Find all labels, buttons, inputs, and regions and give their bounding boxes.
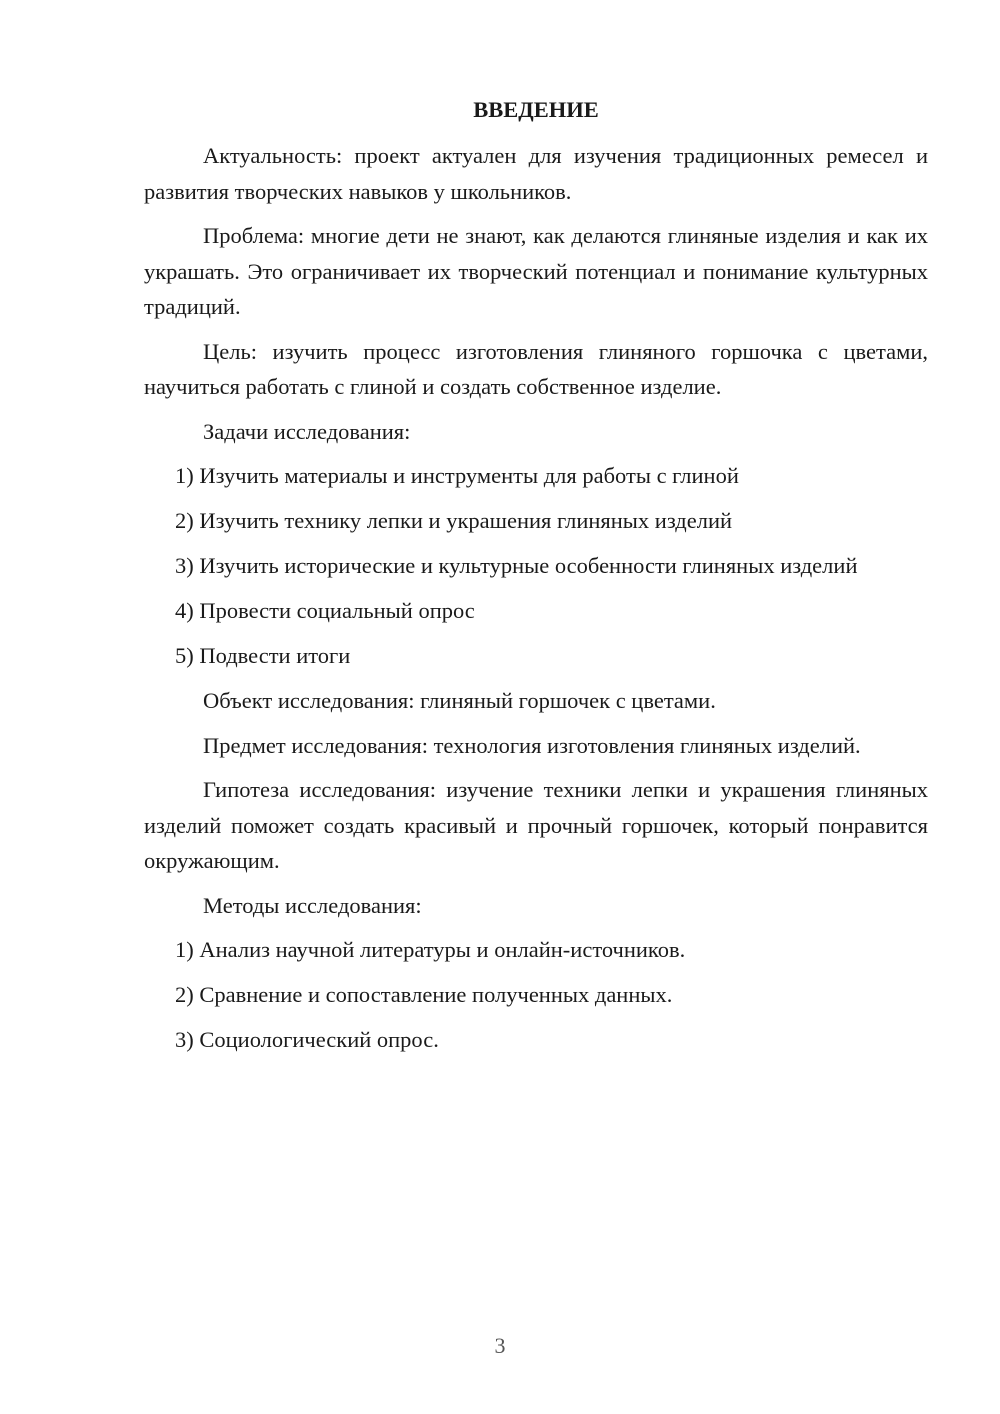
object-paragraph: Объект исследования: глиняный горшочек с цветами. <box>203 688 716 713</box>
problem-paragraph: Проблема: многие дети не знают, как делаются глиняные изделия и как их украшать. Это ограничивает их творческий потенциал и понимание культурных традиций. <box>144 223 928 319</box>
list-item: 1) Изучить материалы и инструменты для работы с глиной <box>175 463 739 488</box>
hypothesis-paragraph: Гипотеза исследования: изучение техники лепки и украшения глиняных изделий поможет создать красивый и прочный горшочек, который понравится окружающим. <box>144 777 928 873</box>
tasks-list <box>144 458 928 674</box>
methods-list <box>144 932 928 1058</box>
document-body <box>144 92 928 1067</box>
tasks-title: Задачи исследования: <box>203 418 411 444</box>
methods-title: Методы исследования: <box>203 892 422 918</box>
list-item: 2) Изучить технику лепки и украшения глиняных изделий <box>175 508 733 533</box>
list-item: 3) Изучить исторические и культурные особенности глиняных изделий <box>175 553 858 578</box>
page-number: 3 <box>494 1333 506 1358</box>
list-item: 1) Анализ научной литературы и онлайн-источников. <box>175 937 686 962</box>
page-title: ВВЕДЕНИЕ <box>473 97 599 122</box>
relevance-paragraph: Актуальность: проект актуален для изучения традиционных ремесел и развития творческих навыков у школьников. <box>144 143 928 204</box>
list-item: 4) Провести социальный опрос <box>175 598 475 623</box>
list-item: 5) Подвести итоги <box>175 643 351 668</box>
list-item: 2) Сравнение и сопоставление полученных данных. <box>175 982 673 1007</box>
goal-paragraph: Цель: изучить процесс изготовления глиняного горшочка с цветами, научиться работать с глиной и создать собственное изделие. <box>144 338 928 399</box>
subject-paragraph: Предмет исследования: технология изготовления глиняных изделий. <box>203 732 861 758</box>
list-item: 3) Социологический опрос. <box>175 1027 439 1052</box>
